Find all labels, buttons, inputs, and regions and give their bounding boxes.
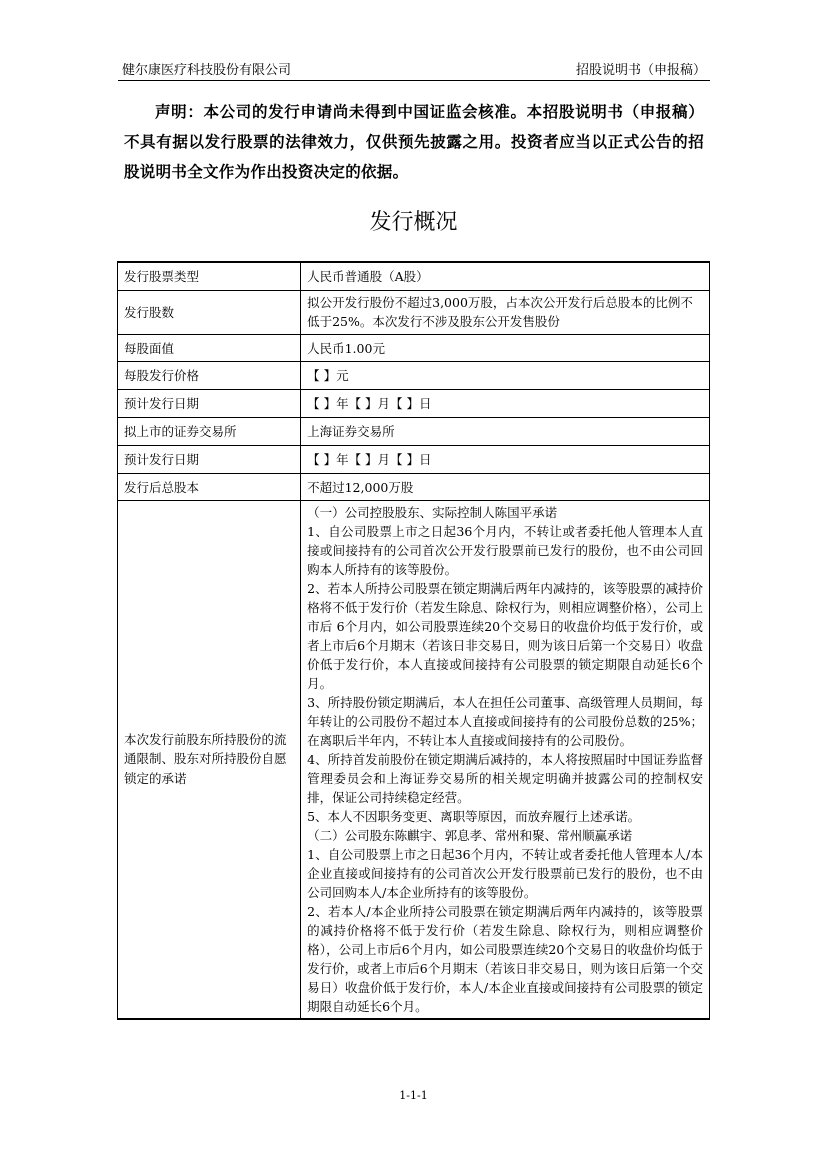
row-value: 人民币普通股（A股） [301, 262, 710, 290]
commitment-paragraph: 1、自公司股票上市之日起36个月内，不转让或者委托他人管理本人直接或间接持有的公司首次公开发行股票前已发行的股份，也不由公司回购本人所持有的该等股份。 [307, 523, 703, 577]
table-row [118, 262, 710, 290]
table-row [118, 361, 710, 389]
table-row [118, 389, 710, 417]
commitment-paragraph: 5、本人不因职务变更、离职等原因，而放弃履行上述承诺。 [307, 808, 641, 824]
row-value: 【 】年【 】月【 】日 [301, 389, 710, 417]
row-value: 【 】年【 】月【 】日 [301, 445, 710, 473]
row-label: 每股发行价格 [118, 361, 301, 389]
declaration: 声明：本公司的发行申请尚未得到中国证监会核准。本招股说明书（申报稿）不具有据以发行股票的法律效力，仅供预先披露之用。投资者应当以正式公告的招股说明书全文作为作出投资决定的依据。 [124, 103, 704, 181]
lockup-commitments [301, 500, 710, 1019]
row-label: 发行后总股本 [118, 473, 301, 500]
page-title: 发行概况 [369, 210, 458, 235]
table-row [118, 473, 710, 500]
commitment-paragraph: 2、若本人所持公司股票在锁定期满后两年内减持的，该等股票的减持价格将不低于发行价（若发生除息、除权行为，则相应调整价格），公司上市后 6个月内，如公司股票连续20个交易日的收盘价均低于发行价，或者上市后6个月期末（若该日非交易日，则为该日后第一个交易日）收盘价低于发行价，本人直接或间接持有公司股票的锁定期限自动延长6个月。 [307, 580, 703, 691]
table-row [118, 445, 710, 473]
offering-overview-table [117, 261, 710, 1020]
commitment-paragraph: 1、自公司股票上市之日起36个月内，不转让或者委托他人管理本人/本企业直接或间接持有的公司首次公开发行股票前已发行的股份，也不由公司回购本人/本企业所持有的该等股份。 [307, 846, 703, 900]
table-row [118, 290, 710, 334]
page-number: 1-1-1 [399, 1089, 428, 1102]
document-type: 招股说明书（申报稿） [575, 63, 706, 78]
commitment-paragraph: 2、若本人/本企业所持公司股票在锁定期满后两年内减持的，该等股票的减持价格将不低于发行价（若发生除息、除权行为，则相应调整价格），公司上市后6个月内，如公司股票连续20个交易日的收盘价均低于发行价，或者上市后6个月期末（若该日非交易日，则为该日后第一个交易日）收盘价低于发行价，本人/本企业直接或间接持有公司股票的锁定期限自动延长6个月。 [307, 903, 703, 1014]
row-value: 上海证券交易所 [301, 417, 710, 445]
row-label: 预计发行日期 [118, 389, 301, 417]
row-value: 不超过12,000万股 [301, 473, 710, 500]
commitment-paragraph: 3、所持股份锁定期满后，本人在担任公司董事、高级管理人员期间，每年转让的公司股份不超过本人直接或间接持有的公司股份总数的25%；在离职后半年内，不转让本人直接或间接持有的公司股份。 [307, 694, 703, 748]
row-label: 发行股票类型 [118, 262, 301, 290]
lockup-label: 本次发行前股东所持股份的流通限制、股东对所持股份自愿锁定的承诺 [118, 500, 301, 1019]
row-label: 拟上市的证券交易所 [118, 417, 301, 445]
row-label: 每股面值 [118, 334, 301, 361]
table-row-lockup [118, 500, 710, 1019]
page-header [118, 58, 710, 81]
company-name: 健尔康医疗科技股份有限公司 [122, 63, 292, 78]
commitment-heading: （二）公司股东陈麒宇、郭息孝、常州和聚、常州顺赢承诺 [307, 827, 633, 843]
commitment-heading: （一）公司控股股东、实际控制人陈国平承诺 [307, 504, 558, 520]
row-value: 【 】元 [301, 361, 710, 389]
commitment-paragraph: 4、所持首发前股份在锁定期满后减持的，本人将按照届时中国证券监督管理委员会和上海证券交易所的相关规定明确并披露公司的控制权安排，保证公司持续稳定经营。 [307, 751, 703, 805]
row-label: 发行股数 [118, 290, 301, 334]
row-value: 人民币1.00元 [301, 334, 710, 361]
table-row [118, 417, 710, 445]
row-value: 拟公开发行股份不超过3,000万股，占本次公开发行后总股本的比例不低于25%。本次发行不涉及股东公开发售股份 [301, 290, 710, 334]
table-row [118, 334, 710, 361]
row-label: 预计发行日期 [118, 445, 301, 473]
